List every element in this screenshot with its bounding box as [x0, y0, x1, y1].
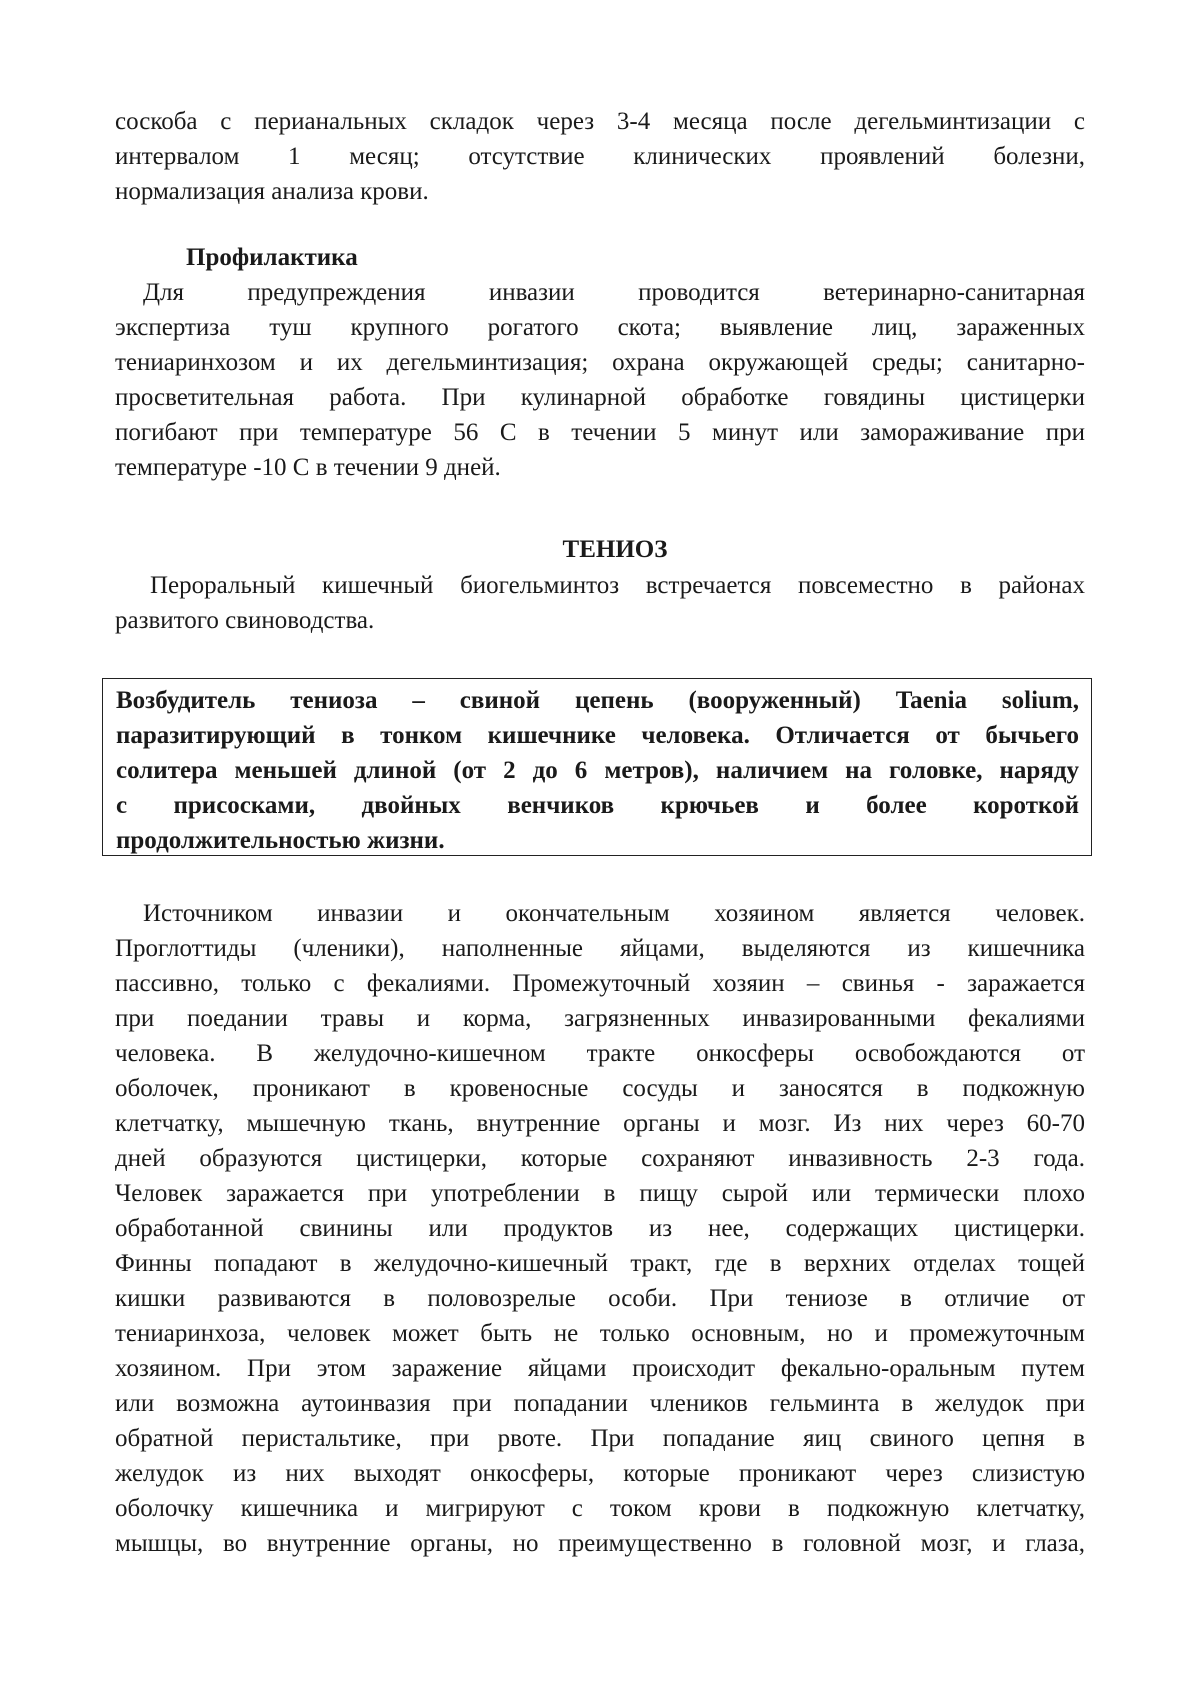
text-line: пассивно, только с фекалиями. Промежуточный хозяин – свинья - заражается	[115, 970, 1085, 997]
text-line: кишки развиваются в половозрелые особи. При тениозе в отличие от	[115, 1285, 1085, 1312]
text-line: Источником инвазии и окончательным хозяином является человек.	[143, 900, 1085, 927]
text-line: соскоба с перианальных складок через 3-4 месяца после дегельминтизации с	[115, 108, 1085, 135]
text-line: Возбудитель тениоза – свиной цепень (вооруженный) Taenia solium,	[116, 687, 1079, 714]
text-line: или возможна аутоинвазия при попадании члеников гельминта в желудок при	[115, 1390, 1085, 1417]
text-line: развитого свиноводства.	[115, 607, 375, 634]
text-line: Проглоттиды (членики), наполненные яйцами, выделяются из кишечника	[115, 935, 1085, 962]
text-line: при поедании травы и корма, загрязненных инвазированными фекалиями	[115, 1005, 1085, 1032]
text-line: паразитирующий в тонком кишечнике человека. Отличается от бычьего	[116, 722, 1079, 749]
text-line: продолжительностью жизни.	[116, 827, 445, 854]
text-line: человека. В желудочно-кишечном тракте онкосферы освобождаются от	[115, 1040, 1085, 1067]
text-line: погибают при температуре 56 С в течении 5 минут или замораживание при	[115, 419, 1085, 446]
text-line: Пероральный кишечный биогельминтоз встречается повсеместно в районах	[150, 572, 1085, 599]
text-line: солитера меньшей длиной (от 2 до 6 метров), наличием на головке, наряду	[116, 757, 1079, 784]
text-line: дней образуются цистицерки, которые сохраняют инвазивность 2-3 года.	[115, 1145, 1085, 1172]
text-line: нормализация анализа крови.	[115, 178, 429, 205]
text-line: клетчатку, мышечную ткань, внутренние органы и мозг. Из них через 60-70	[115, 1110, 1085, 1137]
text-line: тениаринхоза, человек может быть не только основным, но и промежуточным	[115, 1320, 1085, 1347]
text-line: оболочек, проникают в кровеносные сосуды и заносятся в подкожную	[115, 1075, 1085, 1102]
teniosis-body-paragraph	[115, 896, 1085, 1561]
text-line: хозяином. При этом заражение яйцами происходит фекально-оральным путем	[115, 1355, 1085, 1382]
text-line: мышцы, во внутренние органы, но преимущественно в головной мозг, и глаза,	[115, 1530, 1085, 1557]
pathogen-box	[102, 678, 1092, 856]
text-line: Человек заражается при употреблении в пищу сырой или термически плохо	[115, 1180, 1085, 1207]
text-line: Для предупреждения инвазии проводится ветеринарно-санитарная	[143, 279, 1085, 306]
text-line: просветительная работа. При кулинарной обработке говядины цистицерки	[115, 384, 1085, 411]
intro-paragraph	[115, 104, 1085, 209]
text-line: с присосками, двойных венчиков крючьев и более короткой	[116, 792, 1079, 819]
text-line: температуре -10 С в течении 9 дней.	[115, 454, 501, 481]
prophylaxis-heading: Профилактика	[186, 244, 358, 271]
text-line: обработанной свинины или продуктов из нее, содержащих цистицерки.	[115, 1215, 1085, 1242]
text-line: обратной перистальтике, при рвоте. При попадание яиц свиного цепня в	[115, 1425, 1085, 1452]
text-line: интервалом 1 месяц; отсутствие клинических проявлений болезни,	[115, 143, 1085, 170]
text-line: тениаринхозом и их дегельминтизация; охрана окружающей среды; санитарно-	[115, 349, 1085, 376]
text-line: желудок из них выходят онкосферы, которые проникают через слизистую	[115, 1460, 1085, 1487]
teniosis-heading: ТЕНИОЗ	[562, 536, 668, 563]
text-line: оболочку кишечника и мигрируют с током крови в подкожную клетчатку,	[115, 1495, 1085, 1522]
prophylaxis-paragraph	[115, 275, 1085, 485]
text-line: экспертиза туш крупного рогатого скота; выявление лиц, зараженных	[115, 314, 1085, 341]
text-line: Финны попадают в желудочно-кишечный тракт, где в верхних отделах тощей	[115, 1250, 1085, 1277]
teniosis-intro-paragraph	[115, 568, 1085, 638]
